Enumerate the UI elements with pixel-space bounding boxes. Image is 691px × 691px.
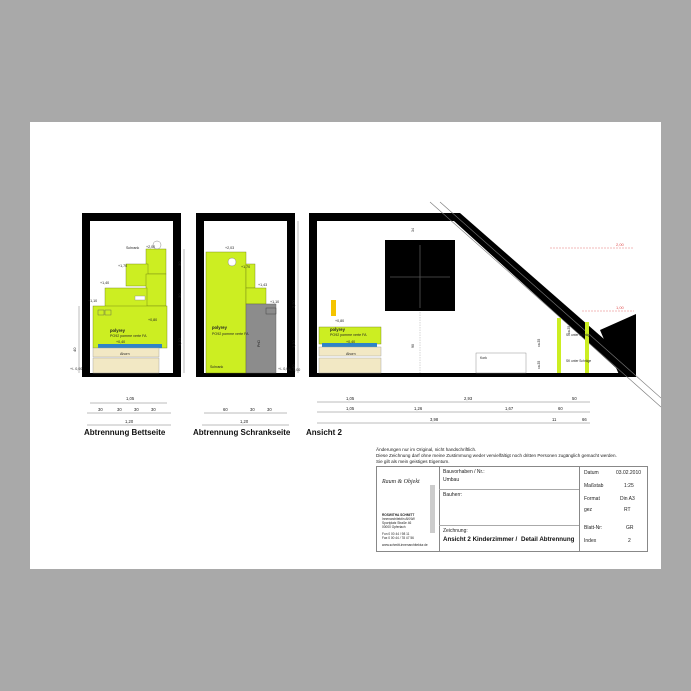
view-schrankseite [196, 213, 295, 425]
roof-line-b [440, 202, 661, 398]
company-line-4: 00000 Opferlach [382, 525, 406, 529]
dim-h-1-bottom: 1,20 [125, 419, 134, 424]
dim-row2-c: 1,67 [505, 406, 514, 411]
dim-v-3a: 2,50 [291, 300, 296, 308]
dim-v-3b: 1,10 [291, 340, 296, 348]
dim-h-2-bottom: 1,20 [240, 419, 249, 424]
logo-bar [430, 485, 435, 533]
dim-v-1b: 30 [177, 293, 182, 298]
meta-column [579, 467, 648, 551]
zeichnung-label: Zeichnung: [443, 528, 468, 534]
knee-cabinet-b [585, 322, 589, 373]
meta-value-format: Din A3 [620, 496, 635, 502]
title-block-logo-cell [377, 467, 440, 551]
wall-left-1 [82, 213, 90, 377]
dim-h-1-m3: 30 [151, 407, 156, 412]
meta-value-massstab: 1:25 [624, 483, 634, 489]
label-sk2-3: SK unter Schräge [566, 359, 592, 363]
contact-line-1: Fon 0 00 44 / 98 11 [382, 532, 410, 536]
label-sk1-3: SK unter Schräge [566, 333, 592, 337]
wall-left-3 [309, 213, 317, 377]
dim-h-1-m1: 30 [117, 407, 122, 412]
label-140-1: +1,40 [100, 281, 110, 285]
dim-v-1d: 40 [72, 347, 77, 352]
drawing-sheet [30, 122, 661, 569]
dim-h-1-top: 1,05 [126, 396, 135, 401]
floor-3 [309, 373, 636, 377]
dim-row1-b: 2,93 [464, 396, 473, 401]
dim-v-1a: 30 [177, 261, 182, 266]
label-polyrey-spec-3: PO92 pomme verte FA [330, 333, 367, 337]
meta-label-massstab: Maßstab [584, 483, 604, 489]
wardrobe-2 [246, 304, 276, 373]
zeichnung-title-2: Detail Abtrennung [521, 536, 575, 543]
label-100-3: 1,00 [616, 305, 624, 310]
globe-decor-2 [228, 258, 236, 266]
toy-car-1 [135, 296, 145, 300]
meta-value-datum: 03.02.2010 [616, 470, 642, 476]
label-080-3: +0,80 [335, 319, 345, 323]
dim-row3-a: 3,98 [430, 417, 439, 422]
label-polyrey-1: polyrey [110, 328, 125, 333]
label-ahorn-3: Ahorn [346, 352, 356, 356]
label-polyrey-spec-2: PO92 pomme verte FA [212, 332, 249, 336]
floor-2 [196, 373, 295, 377]
note-line-1: Änderungen nur im Original, nicht handschriftlich. [376, 447, 477, 452]
label-110-1: +1,10 [88, 299, 98, 303]
ceiling-slab-1 [82, 213, 180, 221]
shelf-top-1 [146, 249, 166, 274]
label-h90-3: 90 [411, 344, 415, 348]
label-143-2: +1,43 [258, 283, 268, 287]
shelf-step-2b [246, 288, 266, 304]
dim-h-2-m1: 30 [250, 407, 255, 412]
floor-1 [82, 373, 181, 377]
ceiling-slab-3 [309, 213, 454, 221]
label-000-2: +/- 0,00 [278, 367, 291, 371]
lamp-3 [331, 300, 336, 316]
dim-row2-a: 1,05 [346, 406, 355, 411]
dim-h-2-m0: 60 [223, 407, 228, 412]
company-line-1: ROSWITHA SCHMITT [382, 513, 415, 517]
bed-base-3 [319, 358, 381, 373]
zeichnung-title-1: Ansicht 2 Kinderzimmer / [443, 536, 518, 543]
label-040-3: +0,40 [346, 340, 356, 344]
label-200-3: 2,00 [616, 242, 624, 247]
bauvorhaben-value: Umbau [443, 477, 460, 483]
ceiling-slab-2 [196, 213, 294, 221]
wall-left-2 [196, 213, 204, 377]
meta-label-datum: Datum [584, 470, 599, 476]
dim-row3-b: 11 [552, 417, 557, 422]
shelf-mid-1 [126, 264, 148, 286]
caption-bettseite: Abtrennung Bettseite [84, 428, 166, 437]
dim-h-1-m0: 30 [98, 407, 103, 412]
meta-label-blatt: Blatt-Nr: [584, 525, 603, 531]
view-bettseite [70, 213, 184, 425]
label-ca2-3: ca.35 [537, 360, 541, 369]
title-block [376, 466, 648, 552]
dim-row1-c: 50 [572, 396, 577, 401]
partition-panel-2 [206, 252, 246, 373]
view-ansicht2 [288, 202, 661, 423]
caption-schrankseite: Abtrennung Schrankseite [193, 428, 291, 437]
label-040-1: +0,40 [116, 340, 126, 344]
label-polyrey-3: polyrey [330, 327, 345, 332]
divider-2 [439, 525, 579, 526]
label-polyrey-2: polyrey [212, 325, 227, 330]
meta-value-index: 2 [628, 538, 631, 544]
label-203-2: +2,03 [225, 246, 235, 250]
label-pnd-2: PnD [257, 340, 261, 347]
label-schrank-1: Schrank [126, 246, 140, 250]
company-line-3: Sportplatz Straße 46 [382, 521, 412, 525]
contact-line-3: www.schmitt-innenarchitektur.de [382, 543, 428, 547]
shelf-mid-2 [146, 274, 166, 306]
caption-ansicht2: Ansicht 2 [306, 428, 343, 437]
label-000-3: +/- 0,00 [288, 368, 301, 372]
dim-h-1-m2: 30 [134, 407, 139, 412]
meta-label-gez: gez [584, 507, 593, 513]
wall-right-2 [287, 213, 295, 377]
label-h34-3: 34 [411, 228, 415, 232]
divider-1 [439, 489, 579, 490]
label-170-1: +1,70 [118, 264, 128, 268]
label-kork-3: Kork [480, 356, 487, 360]
contact-line-2: Fax 0 00 44 / 78 47 56 [382, 536, 414, 540]
mattress-1 [98, 344, 162, 348]
knee-cabinet-a [557, 318, 561, 373]
dim-v-3c: 40 [291, 364, 296, 369]
dim-row1-a: 1,05 [346, 396, 355, 401]
dim-row2-b: 1,26 [414, 406, 423, 411]
company-line-2: Innenarchitektin AKNW [382, 517, 415, 521]
note-line-3: Sie gilt als mein geistiges Eigentum. [376, 459, 450, 464]
note-line-2: Diese Zeichnung darf ohne meine Zustimmung weder vervielfältigt noch dritten Personen zugänglich gemacht werden. [376, 453, 617, 458]
label-schrank-2: Schrank [210, 365, 224, 369]
dim-h-2-m2: 30 [267, 407, 272, 412]
label-polyrey-spec-1: PO92 pomme verte FA [110, 334, 147, 338]
label-170-2: +1,70 [241, 265, 251, 269]
label-ahorn-1: Ahorn [120, 352, 130, 356]
label-000-1: +/- 0,00 [70, 367, 83, 371]
meta-label-format: Format [584, 496, 600, 502]
logo-text: Raum & Objekt [382, 479, 420, 485]
meta-label-index: Index [584, 538, 597, 544]
label-200-1: +2,00 [146, 245, 156, 249]
meta-value-blatt: GR [626, 525, 634, 531]
label-110-2: +1,10 [270, 300, 280, 304]
dim-row3-c: 66 [582, 417, 587, 422]
label-ca3-3: ca.35 [567, 325, 571, 334]
label-080-1: +0,80 [148, 318, 158, 322]
meta-value-gez: RT [624, 507, 631, 513]
dim-row2-d: 60 [558, 406, 563, 411]
bed-base-1 [93, 358, 159, 373]
bauherr-label: Bauherr: [443, 492, 463, 498]
label-ca1-3: ca.35 [537, 338, 541, 347]
bauvorhaben-label: Bauvorhaben / Nr.: [443, 469, 485, 475]
dim-v-1c: 1,10 [177, 338, 182, 346]
